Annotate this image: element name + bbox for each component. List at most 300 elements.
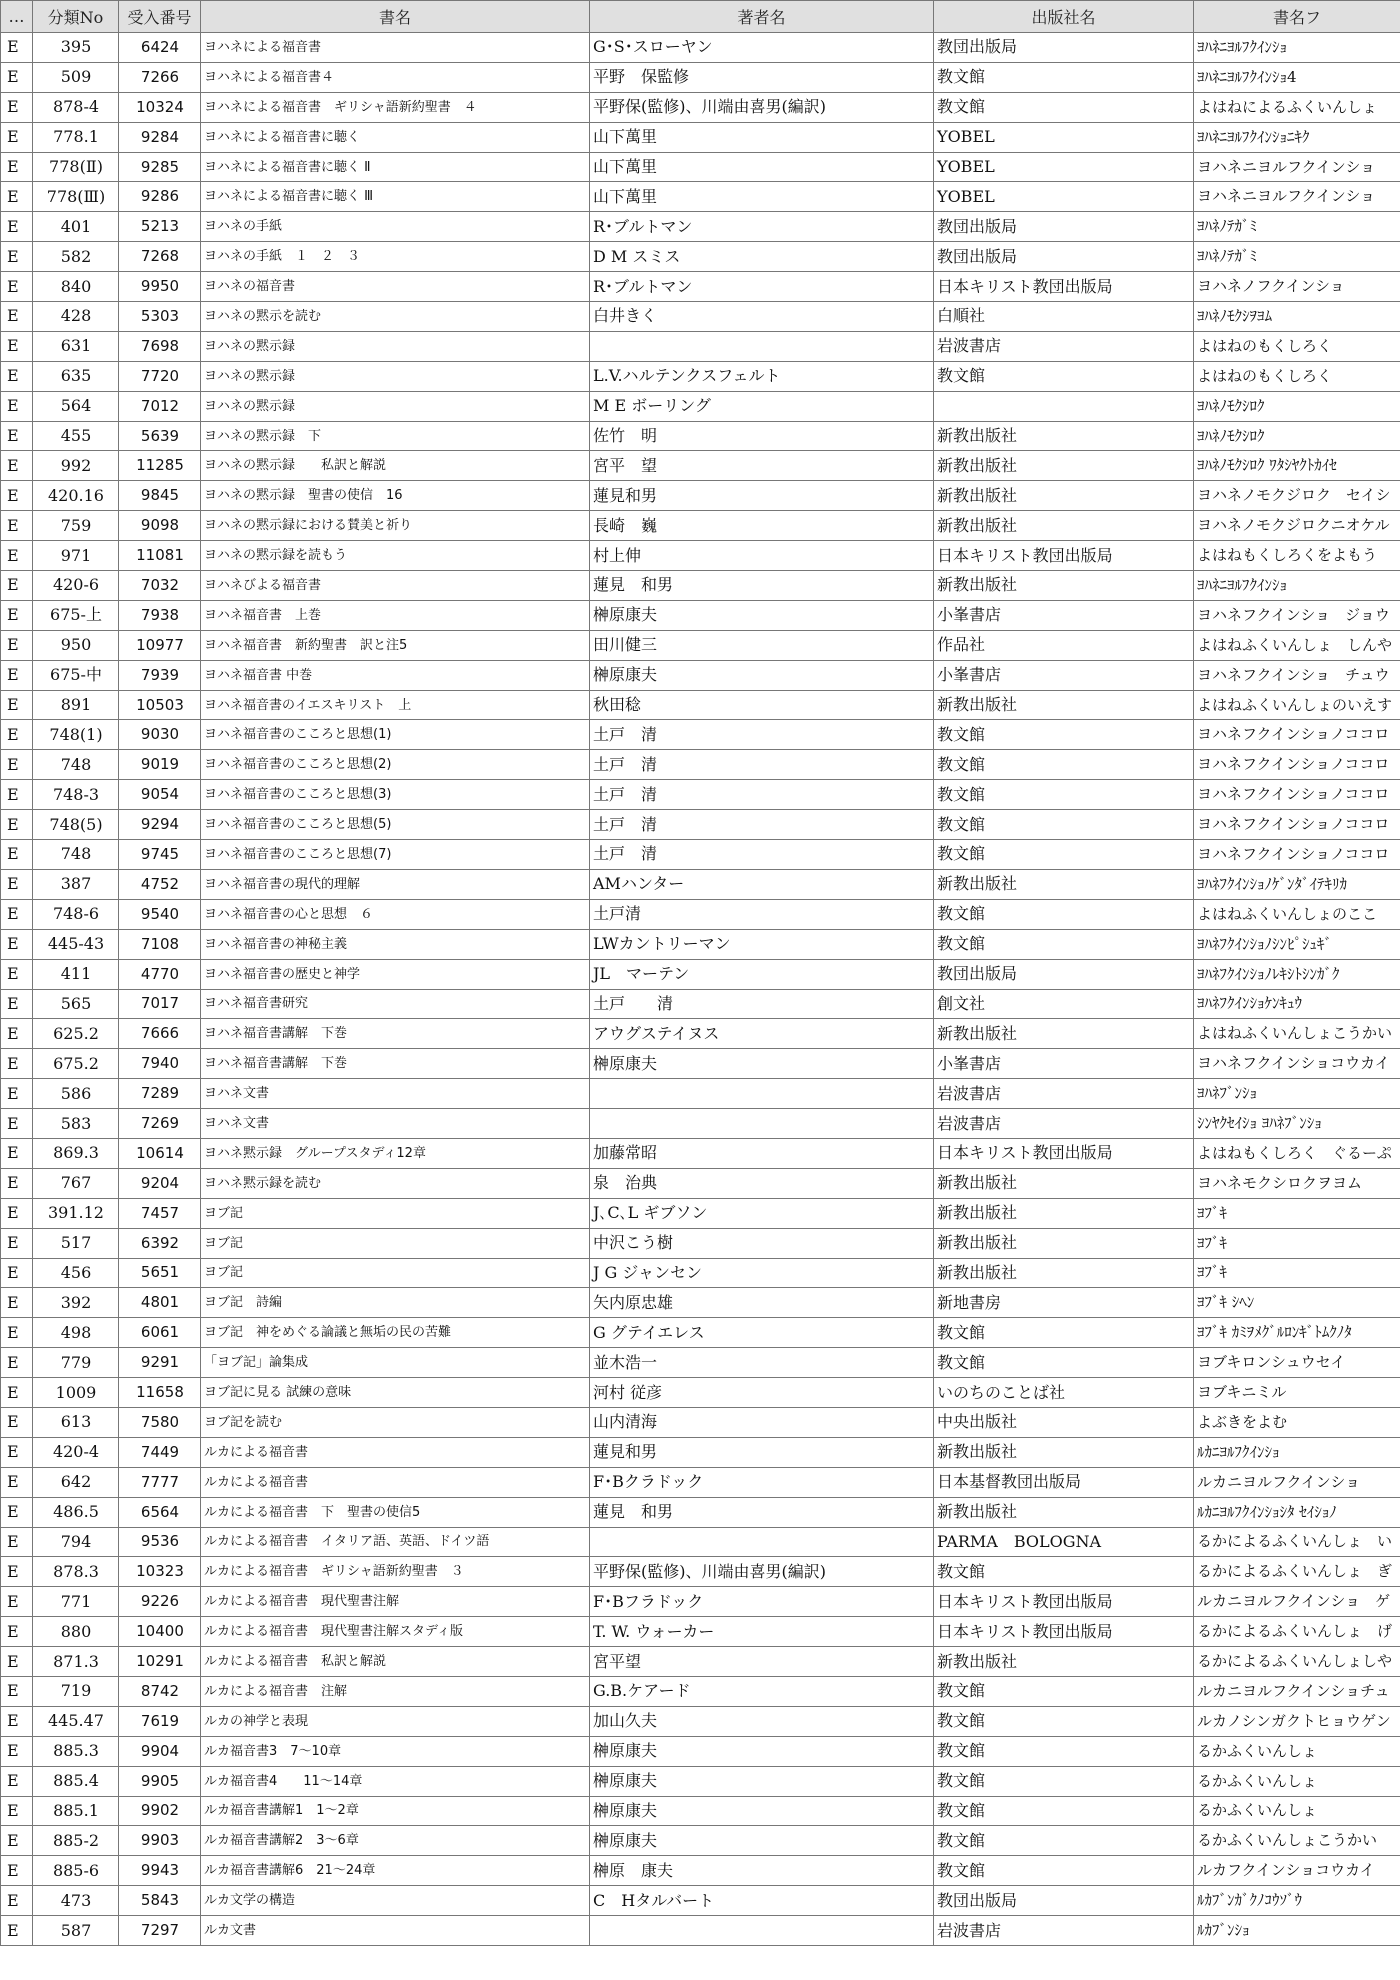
cell-category[interactable]: E <box>1 869 33 899</box>
cell-accession-no[interactable]: 9903 <box>119 1826 201 1856</box>
cell-title-reading[interactable]: ヨハネフクインショノココロ <box>1194 840 1400 870</box>
cell-category[interactable]: E <box>1 780 33 810</box>
cell-title[interactable]: ヨハネによる福音書に聴く Ⅲ <box>201 182 590 212</box>
cell-category[interactable]: E <box>1 630 33 660</box>
cell-category[interactable]: E <box>1 899 33 929</box>
cell-accession-no[interactable]: 7938 <box>119 600 201 630</box>
cell-title[interactable]: ヨハネの黙示録 下 <box>201 421 590 451</box>
cell-category[interactable]: E <box>1 1407 33 1437</box>
cell-title[interactable]: ヨハネ福音書研究 <box>201 989 590 1019</box>
cell-category[interactable]: E <box>1 929 33 959</box>
cell-accession-no[interactable]: 9905 <box>119 1766 201 1796</box>
cell-accession-no[interactable]: 7032 <box>119 571 201 601</box>
cell-accession-no[interactable]: 10291 <box>119 1647 201 1677</box>
cell-category[interactable]: E <box>1 571 33 601</box>
cell-title-reading[interactable]: ﾙｶﾆﾖﾙﾌｸｲﾝｼｮｼﾀ ｾｲｼｮﾉ <box>1194 1497 1400 1527</box>
cell-author[interactable]: JL マーテン <box>590 959 934 989</box>
cell-title-reading[interactable]: るかによるふくいんしょしや <box>1194 1647 1400 1677</box>
cell-category[interactable]: E <box>1 660 33 690</box>
cell-category[interactable]: E <box>1 481 33 511</box>
cell-accession-no[interactable]: 9284 <box>119 122 201 152</box>
cell-title-reading[interactable]: ﾖﾊﾈﾉﾓｸｼﾛｸ <box>1194 421 1400 451</box>
cell-author[interactable]: 並木浩一 <box>590 1348 934 1378</box>
cell-publisher[interactable]: 作品社 <box>934 630 1194 660</box>
cell-classification-no[interactable]: 635 <box>33 361 119 391</box>
cell-classification-no[interactable]: 779 <box>33 1348 119 1378</box>
cell-title-reading[interactable]: ヨハネモクシロクヲヨム <box>1194 1168 1400 1198</box>
cell-author[interactable]: 榊原康夫 <box>590 1796 934 1826</box>
cell-author[interactable] <box>590 1109 934 1139</box>
cell-accession-no[interactable]: 9845 <box>119 481 201 511</box>
cell-title-reading[interactable]: ヨハネニヨルフクインショ <box>1194 182 1400 212</box>
cell-author[interactable]: 山下萬里 <box>590 152 934 182</box>
cell-title-reading[interactable]: ヨハネフクインショノココロ <box>1194 750 1400 780</box>
cell-title[interactable]: ヨブ記に見る 試練の意味 <box>201 1378 590 1408</box>
cell-author[interactable]: 中沢こう樹 <box>590 1228 934 1258</box>
cell-title[interactable]: ヨハネによる福音書 <box>201 33 590 63</box>
cell-publisher[interactable]: 新教出版社 <box>934 481 1194 511</box>
cell-classification-no[interactable]: 778(Ⅲ) <box>33 182 119 212</box>
cell-author[interactable]: 土戸清 <box>590 899 934 929</box>
cell-category[interactable]: E <box>1 1706 33 1736</box>
cell-classification-no[interactable]: 675-中 <box>33 660 119 690</box>
cell-title-reading[interactable]: るかによるふくいんしょ い <box>1194 1527 1400 1557</box>
cell-accession-no[interactable]: 5213 <box>119 212 201 242</box>
cell-accession-no[interactable]: 5303 <box>119 302 201 332</box>
cell-title[interactable]: ヨハネの黙示録 <box>201 361 590 391</box>
cell-accession-no[interactable]: 7012 <box>119 391 201 421</box>
cell-title-reading[interactable]: ヨハネフクインショノココロ <box>1194 780 1400 810</box>
cell-classification-no[interactable]: 587 <box>33 1916 119 1946</box>
cell-title[interactable]: ルカ文学の構造 <box>201 1886 590 1916</box>
cell-publisher[interactable]: 教文館 <box>934 899 1194 929</box>
cell-author[interactable]: R･ブルトマン <box>590 212 934 242</box>
cell-title[interactable]: ヨハネによる福音書に聴く Ⅱ <box>201 152 590 182</box>
cell-title[interactable]: ルカによる福音書 下 聖書の使信5 <box>201 1497 590 1527</box>
cell-author[interactable]: 平野 保監修 <box>590 62 934 92</box>
cell-publisher[interactable]: 教文館 <box>934 1318 1194 1348</box>
cell-category[interactable]: E <box>1 1437 33 1467</box>
cell-accession-no[interactable]: 5843 <box>119 1886 201 1916</box>
cell-title-reading[interactable]: ﾖﾌﾞｷ <box>1194 1258 1400 1288</box>
cell-author[interactable]: 平野保(監修)、川端由喜男(編訳) <box>590 92 934 122</box>
cell-author[interactable]: 田川健三 <box>590 630 934 660</box>
cell-classification-no[interactable]: 391.12 <box>33 1198 119 1228</box>
cell-title[interactable]: ヨハネ黙示録を読む <box>201 1168 590 1198</box>
cell-category[interactable]: E <box>1 989 33 1019</box>
cell-publisher[interactable]: 教文館 <box>934 1766 1194 1796</box>
cell-category[interactable]: E <box>1 600 33 630</box>
cell-title[interactable]: ヨハネ文書 <box>201 1079 590 1109</box>
cell-title[interactable]: ヨハネ福音書講解 下巻 <box>201 1049 590 1079</box>
col-header-marker[interactable]: … <box>1 1 33 33</box>
cell-title[interactable]: ルカ福音書講解6 21～24章 <box>201 1856 590 1886</box>
cell-classification-no[interactable]: 586 <box>33 1079 119 1109</box>
cell-title-reading[interactable]: ﾖﾌﾞｷ ｶﾐｦﾒｸﾞﾙﾛﾝｷﾞﾄﾑｸﾉﾀ <box>1194 1318 1400 1348</box>
cell-classification-no[interactable]: 878.3 <box>33 1557 119 1587</box>
cell-title-reading[interactable]: ﾙｶﾌﾞﾝｼｮ <box>1194 1916 1400 1946</box>
cell-publisher[interactable]: 教文館 <box>934 720 1194 750</box>
cell-classification-no[interactable]: 748(5) <box>33 810 119 840</box>
cell-title-reading[interactable]: ルカノシンガクトヒョウゲン <box>1194 1706 1400 1736</box>
cell-classification-no[interactable]: 880 <box>33 1617 119 1647</box>
cell-author[interactable]: 土戸 清 <box>590 750 934 780</box>
cell-classification-no[interactable]: 420-4 <box>33 1437 119 1467</box>
cell-title[interactable]: ヨブ記を読む <box>201 1407 590 1437</box>
cell-accession-no[interactable]: 9291 <box>119 1348 201 1378</box>
cell-accession-no[interactable]: 9098 <box>119 511 201 541</box>
cell-title[interactable]: ルカによる福音書 <box>201 1437 590 1467</box>
cell-accession-no[interactable]: 6564 <box>119 1497 201 1527</box>
cell-title[interactable]: ヨハネ福音書のこころと思想(7) <box>201 840 590 870</box>
cell-author[interactable]: 加山久夫 <box>590 1706 934 1736</box>
cell-classification-no[interactable]: 885.1 <box>33 1796 119 1826</box>
cell-classification-no[interactable]: 675.2 <box>33 1049 119 1079</box>
cell-classification-no[interactable]: 748-6 <box>33 899 119 929</box>
cell-accession-no[interactable]: 7939 <box>119 660 201 690</box>
cell-author[interactable]: アウグステイヌス <box>590 1019 934 1049</box>
cell-category[interactable]: E <box>1 1049 33 1079</box>
cell-title[interactable]: ルカ福音書講解1 1～2章 <box>201 1796 590 1826</box>
cell-title-reading[interactable]: ﾖﾊﾈﾌｸｲﾝｼｮｹﾝｷｭｳ <box>1194 989 1400 1019</box>
cell-publisher[interactable]: 新教出版社 <box>934 1647 1194 1677</box>
cell-category[interactable]: E <box>1 1467 33 1497</box>
cell-author[interactable] <box>590 1527 934 1557</box>
cell-title-reading[interactable]: ﾖﾊﾈﾌｸｲﾝｼｮﾉｼﾝﾋﾟｼｭｷﾞ <box>1194 929 1400 959</box>
cell-category[interactable]: E <box>1 1079 33 1109</box>
cell-author[interactable]: 蓮見 和男 <box>590 571 934 601</box>
cell-publisher[interactable]: 新教出版社 <box>934 1168 1194 1198</box>
cell-category[interactable]: E <box>1 361 33 391</box>
cell-title[interactable]: ルカ福音書4 11～14章 <box>201 1766 590 1796</box>
cell-publisher[interactable]: 教文館 <box>934 750 1194 780</box>
cell-title[interactable]: ヨハネ福音書のこころと思想(5) <box>201 810 590 840</box>
cell-classification-no[interactable]: 767 <box>33 1168 119 1198</box>
cell-title-reading[interactable]: ﾙｶﾆﾖﾙﾌｸｲﾝｼｮ <box>1194 1437 1400 1467</box>
cell-category[interactable]: E <box>1 1796 33 1826</box>
cell-category[interactable]: E <box>1 1109 33 1139</box>
cell-title[interactable]: ヨハネによる福音書４ <box>201 62 590 92</box>
cell-classification-no[interactable]: 565 <box>33 989 119 1019</box>
cell-title[interactable]: ヨハネ福音書のこころと思想(3) <box>201 780 590 810</box>
cell-author[interactable]: T. W. ウォーカー <box>590 1617 934 1647</box>
col-header-classification-no[interactable]: 分類No <box>33 1 119 33</box>
cell-title-reading[interactable]: ﾖﾊﾈﾉﾓｸｼﾛｸ <box>1194 391 1400 421</box>
cell-publisher[interactable]: 教文館 <box>934 1796 1194 1826</box>
cell-category[interactable]: E <box>1 182 33 212</box>
cell-publisher[interactable]: 新教出版社 <box>934 690 1194 720</box>
cell-publisher[interactable]: 新教出版社 <box>934 421 1194 451</box>
cell-publisher[interactable]: 小峯書店 <box>934 660 1194 690</box>
cell-title[interactable]: ヨハネの福音書 <box>201 272 590 302</box>
cell-publisher[interactable]: 教文館 <box>934 780 1194 810</box>
cell-title-reading[interactable]: よぶきをよむ <box>1194 1407 1400 1437</box>
cell-author[interactable]: 山下萬里 <box>590 182 934 212</box>
cell-accession-no[interactable]: 7457 <box>119 1198 201 1228</box>
cell-category[interactable]: E <box>1 1258 33 1288</box>
cell-author[interactable]: 秋田稔 <box>590 690 934 720</box>
cell-publisher[interactable]: 教団出版局 <box>934 1886 1194 1916</box>
cell-author[interactable]: R･ブルトマン <box>590 272 934 302</box>
cell-author[interactable]: 山下萬里 <box>590 122 934 152</box>
cell-publisher[interactable]: 教文館 <box>934 929 1194 959</box>
cell-title-reading[interactable]: るかふくいんしょ <box>1194 1736 1400 1766</box>
cell-accession-no[interactable]: 7297 <box>119 1916 201 1946</box>
cell-title-reading[interactable]: るかによるふくいんしょ ぎ <box>1194 1557 1400 1587</box>
cell-author[interactable]: M E ボーリング <box>590 391 934 421</box>
cell-publisher[interactable]: 教文館 <box>934 1557 1194 1587</box>
cell-author[interactable]: G グテイエレス <box>590 1318 934 1348</box>
cell-publisher[interactable]: 新教出版社 <box>934 1258 1194 1288</box>
cell-classification-no[interactable]: 387 <box>33 869 119 899</box>
cell-publisher[interactable]: 新教出版社 <box>934 571 1194 601</box>
cell-classification-no[interactable]: 885-6 <box>33 1856 119 1886</box>
cell-category[interactable]: E <box>1 1916 33 1946</box>
cell-accession-no[interactable]: 7720 <box>119 361 201 391</box>
cell-publisher[interactable]: 新教出版社 <box>934 1497 1194 1527</box>
cell-accession-no[interactable]: 10324 <box>119 92 201 122</box>
cell-category[interactable]: E <box>1 1378 33 1408</box>
cell-title-reading[interactable]: るかふくいんしょこうかい <box>1194 1826 1400 1856</box>
cell-accession-no[interactable]: 4801 <box>119 1288 201 1318</box>
cell-classification-no[interactable]: 719 <box>33 1676 119 1706</box>
cell-title-reading[interactable]: ルカニヨルフクインショ ゲ <box>1194 1587 1400 1617</box>
cell-classification-no[interactable]: 1009 <box>33 1378 119 1408</box>
cell-author[interactable]: 平野保(監修)、川端由喜男(編訳) <box>590 1557 934 1587</box>
cell-title-reading[interactable]: ﾖﾊﾈﾆﾖﾙﾌｸｲﾝｼｮ4 <box>1194 62 1400 92</box>
cell-classification-no[interactable]: 885.3 <box>33 1736 119 1766</box>
cell-title-reading[interactable]: ヨハネニヨルフクインショ <box>1194 152 1400 182</box>
cell-title[interactable]: ヨハネ福音書のイエスキリスト 上 <box>201 690 590 720</box>
cell-author[interactable]: F･Bフラドック <box>590 1587 934 1617</box>
cell-category[interactable]: E <box>1 92 33 122</box>
cell-category[interactable]: E <box>1 1198 33 1228</box>
cell-title-reading[interactable]: ﾖﾊﾈﾌｸｲﾝｼｮﾉｹﾞﾝﾀﾞｲﾃｷﾘｶ <box>1194 869 1400 899</box>
cell-title[interactable]: ヨブ記 詩編 <box>201 1288 590 1318</box>
cell-category[interactable]: E <box>1 272 33 302</box>
cell-accession-no[interactable]: 7698 <box>119 331 201 361</box>
cell-category[interactable]: E <box>1 1557 33 1587</box>
cell-category[interactable]: E <box>1 840 33 870</box>
cell-category[interactable]: E <box>1 1647 33 1677</box>
col-header-title[interactable]: 書名 <box>201 1 590 33</box>
cell-title[interactable]: ヨハネの黙示録 聖書の使信 16 <box>201 481 590 511</box>
cell-publisher[interactable]: 教文館 <box>934 361 1194 391</box>
cell-classification-no[interactable]: 613 <box>33 1407 119 1437</box>
cell-accession-no[interactable]: 7619 <box>119 1706 201 1736</box>
cell-publisher[interactable]: 小峯書店 <box>934 600 1194 630</box>
cell-title-reading[interactable]: ﾖﾊﾈﾌﾞﾝｼｮ <box>1194 1079 1400 1109</box>
cell-publisher[interactable]: 岩波書店 <box>934 1109 1194 1139</box>
cell-accession-no[interactable]: 7666 <box>119 1019 201 1049</box>
cell-accession-no[interactable]: 7266 <box>119 62 201 92</box>
cell-category[interactable]: E <box>1 391 33 421</box>
cell-author[interactable]: 山内清海 <box>590 1407 934 1437</box>
cell-title-reading[interactable]: よはねのもくしろく <box>1194 331 1400 361</box>
cell-author[interactable]: 榊原康夫 <box>590 1736 934 1766</box>
cell-classification-no[interactable]: 582 <box>33 242 119 272</box>
cell-title[interactable]: ルカによる福音書 私訳と解説 <box>201 1647 590 1677</box>
cell-category[interactable]: E <box>1 212 33 242</box>
cell-title[interactable]: ヨハネ福音書 上巻 <box>201 600 590 630</box>
cell-author[interactable]: 土戸 清 <box>590 780 934 810</box>
cell-title-reading[interactable]: るかふくいんしょ <box>1194 1766 1400 1796</box>
cell-publisher[interactable]: 教文館 <box>934 1736 1194 1766</box>
cell-category[interactable]: E <box>1 1886 33 1916</box>
cell-author[interactable] <box>590 1079 934 1109</box>
col-header-accession-no[interactable]: 受入番号 <box>119 1 201 33</box>
cell-publisher[interactable]: 日本キリスト教団出版局 <box>934 1138 1194 1168</box>
cell-publisher[interactable]: 教団出版局 <box>934 33 1194 63</box>
cell-accession-no[interactable]: 7940 <box>119 1049 201 1079</box>
cell-title[interactable]: ヨハネの黙示を読む <box>201 302 590 332</box>
cell-title[interactable]: ヨハネの手紙 １ ２ ３ <box>201 242 590 272</box>
cell-category[interactable]: E <box>1 720 33 750</box>
cell-classification-no[interactable]: 428 <box>33 302 119 332</box>
cell-title[interactable]: ルカ福音書講解2 3～6章 <box>201 1826 590 1856</box>
cell-title[interactable]: ルカによる福音書 現代聖書注解 <box>201 1587 590 1617</box>
cell-classification-no[interactable]: 992 <box>33 451 119 481</box>
cell-author[interactable]: 蓮見 和男 <box>590 1497 934 1527</box>
cell-category[interactable]: E <box>1 451 33 481</box>
cell-author[interactable]: 河村 従彦 <box>590 1378 934 1408</box>
cell-accession-no[interactable]: 6392 <box>119 1228 201 1258</box>
cell-author[interactable]: 榊原 康夫 <box>590 1856 934 1886</box>
cell-title-reading[interactable]: よはねふくいんしょのここ <box>1194 899 1400 929</box>
cell-publisher[interactable]: 小峯書店 <box>934 1049 1194 1079</box>
cell-title[interactable]: ルカによる福音書 注解 <box>201 1676 590 1706</box>
cell-accession-no[interactable]: 11285 <box>119 451 201 481</box>
cell-accession-no[interactable]: 10503 <box>119 690 201 720</box>
cell-author[interactable]: 土戸 清 <box>590 810 934 840</box>
cell-accession-no[interactable]: 9294 <box>119 810 201 840</box>
cell-category[interactable]: E <box>1 1676 33 1706</box>
cell-classification-no[interactable]: 583 <box>33 1109 119 1139</box>
cell-publisher[interactable]: 教文館 <box>934 810 1194 840</box>
cell-author[interactable]: C Hタルバート <box>590 1886 934 1916</box>
cell-title-reading[interactable]: ﾖﾊﾈﾉﾓｸｼﾛｸ ﾜﾀｼﾔｸﾄｶｲｾ <box>1194 451 1400 481</box>
cell-accession-no[interactable]: 9745 <box>119 840 201 870</box>
cell-accession-no[interactable]: 7017 <box>119 989 201 1019</box>
cell-category[interactable]: E <box>1 1288 33 1318</box>
cell-title-reading[interactable]: ﾖﾊﾈﾉﾃｶﾞﾐ <box>1194 242 1400 272</box>
cell-classification-no[interactable]: 445.47 <box>33 1706 119 1736</box>
cell-category[interactable]: E <box>1 541 33 571</box>
cell-title-reading[interactable]: ヨハネフクインショコウカイ <box>1194 1049 1400 1079</box>
cell-title[interactable]: ヨハネの黙示録を読もう <box>201 541 590 571</box>
cell-category[interactable]: E <box>1 1497 33 1527</box>
cell-classification-no[interactable]: 794 <box>33 1527 119 1557</box>
cell-publisher[interactable]: 教文館 <box>934 92 1194 122</box>
cell-author[interactable]: LWカントリーマン <box>590 929 934 959</box>
cell-category[interactable]: E <box>1 1766 33 1796</box>
cell-category[interactable]: E <box>1 1228 33 1258</box>
cell-accession-no[interactable]: 7580 <box>119 1407 201 1437</box>
cell-title[interactable]: ヨブ記 <box>201 1198 590 1228</box>
cell-publisher[interactable]: 新地書房 <box>934 1288 1194 1318</box>
cell-title[interactable]: ヨハネによる福音書に聴く <box>201 122 590 152</box>
cell-accession-no[interactable]: 9536 <box>119 1527 201 1557</box>
cell-publisher[interactable]: 教文館 <box>934 1706 1194 1736</box>
cell-category[interactable]: E <box>1 122 33 152</box>
cell-accession-no[interactable]: 6424 <box>119 33 201 63</box>
cell-title[interactable]: ヨハネの黙示録 私訳と解説 <box>201 451 590 481</box>
cell-title[interactable]: ヨハネ福音書のこころと思想(2) <box>201 750 590 780</box>
cell-accession-no[interactable]: 9204 <box>119 1168 201 1198</box>
cell-title-reading[interactable]: ヨブキロンシュウセイ <box>1194 1348 1400 1378</box>
cell-author[interactable]: J G ジャンセン <box>590 1258 934 1288</box>
cell-classification-no[interactable]: 401 <box>33 212 119 242</box>
cell-accession-no[interactable]: 9019 <box>119 750 201 780</box>
cell-classification-no[interactable]: 456 <box>33 1258 119 1288</box>
cell-classification-no[interactable]: 473 <box>33 1886 119 1916</box>
cell-publisher[interactable]: YOBEL <box>934 152 1194 182</box>
cell-author[interactable]: 白井きく <box>590 302 934 332</box>
cell-title[interactable]: ヨブ記 <box>201 1228 590 1258</box>
cell-accession-no[interactable]: 7269 <box>119 1109 201 1139</box>
cell-accession-no[interactable]: 9285 <box>119 152 201 182</box>
cell-accession-no[interactable]: 9030 <box>119 720 201 750</box>
cell-category[interactable]: E <box>1 750 33 780</box>
cell-classification-no[interactable]: 971 <box>33 541 119 571</box>
col-header-title-reading[interactable]: 書名フ <box>1194 1 1400 33</box>
cell-publisher[interactable]: 新教出版社 <box>934 1019 1194 1049</box>
cell-classification-no[interactable]: 891 <box>33 690 119 720</box>
cell-author[interactable]: 榊原康夫 <box>590 1826 934 1856</box>
cell-publisher[interactable]: 新教出版社 <box>934 1437 1194 1467</box>
cell-title[interactable]: ヨブ記 <box>201 1258 590 1288</box>
cell-publisher[interactable]: 新教出版社 <box>934 1198 1194 1228</box>
cell-accession-no[interactable]: 9286 <box>119 182 201 212</box>
cell-author[interactable]: 榊原康夫 <box>590 600 934 630</box>
cell-category[interactable]: E <box>1 690 33 720</box>
cell-title-reading[interactable]: ルカニヨルフクインショチュ <box>1194 1676 1400 1706</box>
cell-category[interactable]: E <box>1 959 33 989</box>
cell-classification-no[interactable]: 748(1) <box>33 720 119 750</box>
cell-author[interactable]: 矢内原忠雄 <box>590 1288 934 1318</box>
cell-publisher[interactable]: 日本基督教団出版局 <box>934 1467 1194 1497</box>
cell-accession-no[interactable]: 11081 <box>119 541 201 571</box>
cell-classification-no[interactable]: 771 <box>33 1587 119 1617</box>
cell-title-reading[interactable]: ﾖﾊﾈﾆﾖﾙﾌｸｲﾝｼｮﾆｷｸ <box>1194 122 1400 152</box>
cell-category[interactable]: E <box>1 1736 33 1766</box>
cell-author[interactable]: F･Bクラドック <box>590 1467 934 1497</box>
cell-classification-no[interactable]: 631 <box>33 331 119 361</box>
cell-publisher[interactable]: 教文館 <box>934 62 1194 92</box>
cell-category[interactable]: E <box>1 810 33 840</box>
cell-accession-no[interactable]: 7108 <box>119 929 201 959</box>
cell-title-reading[interactable]: ﾖﾌﾞｷ <box>1194 1228 1400 1258</box>
cell-author[interactable]: G.B.ケアード <box>590 1676 934 1706</box>
cell-classification-no[interactable]: 392 <box>33 1288 119 1318</box>
cell-publisher[interactable]: YOBEL <box>934 122 1194 152</box>
cell-category[interactable]: E <box>1 1527 33 1557</box>
cell-accession-no[interactable]: 9054 <box>119 780 201 810</box>
cell-accession-no[interactable]: 6061 <box>119 1318 201 1348</box>
cell-title[interactable]: ヨハネ福音書 中巻 <box>201 660 590 690</box>
cell-title-reading[interactable]: ﾖﾌﾞｷ <box>1194 1198 1400 1228</box>
cell-title-reading[interactable]: ヨハネフクインショノココロ <box>1194 810 1400 840</box>
cell-classification-no[interactable]: 778.1 <box>33 122 119 152</box>
cell-author[interactable]: 榊原康夫 <box>590 660 934 690</box>
cell-publisher[interactable]: 教団出版局 <box>934 959 1194 989</box>
cell-accession-no[interactable]: 9950 <box>119 272 201 302</box>
cell-classification-no[interactable]: 885.4 <box>33 1766 119 1796</box>
cell-accession-no[interactable]: 7449 <box>119 1437 201 1467</box>
cell-accession-no[interactable]: 10323 <box>119 1557 201 1587</box>
cell-author[interactable]: J､C､L ギブソン <box>590 1198 934 1228</box>
cell-category[interactable]: E <box>1 1348 33 1378</box>
